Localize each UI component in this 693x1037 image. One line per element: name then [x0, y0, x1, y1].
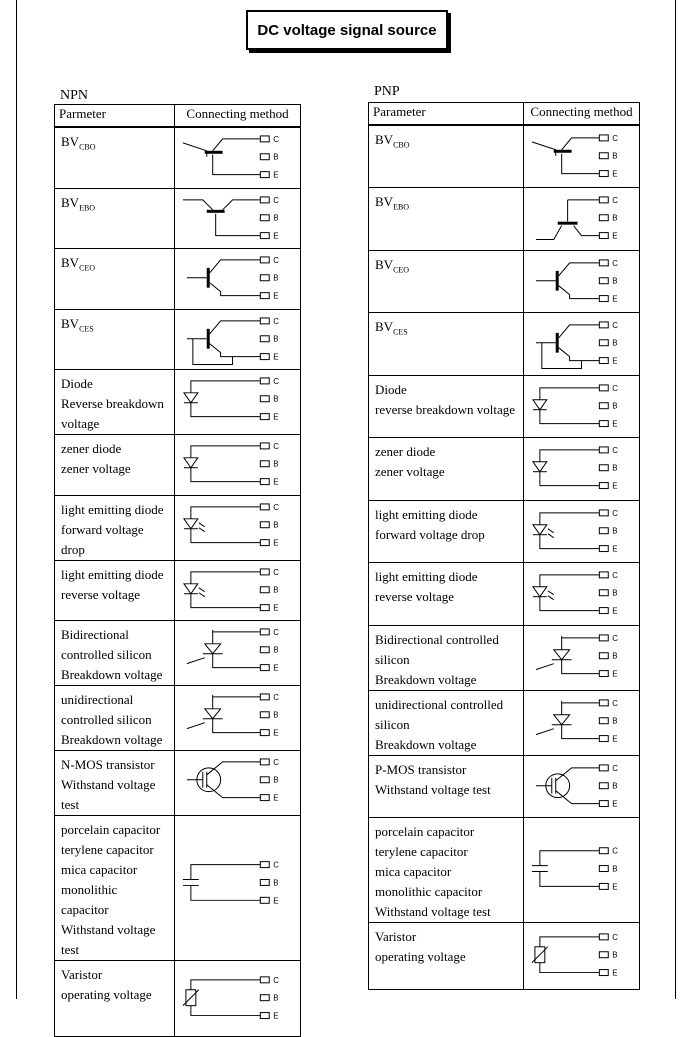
param-text-line: Bidirectional — [61, 627, 129, 643]
terminal-e: E — [612, 356, 618, 366]
npn-param-varistor — [55, 961, 175, 1037]
terminal-c: C — [612, 133, 618, 143]
pnp-param-varistor — [369, 923, 524, 989]
pnp-ces-icon — [524, 313, 639, 374]
led-icon — [175, 496, 300, 556]
diode-icon — [175, 370, 300, 430]
npn-ces-icon — [175, 310, 300, 370]
terminal-e: E — [273, 231, 279, 241]
npn-param-bvces — [55, 309, 175, 370]
terminal-e: E — [612, 882, 618, 892]
param-text-line: light emitting diode — [61, 566, 164, 582]
terminal-b: B — [612, 781, 618, 791]
pnp-method-bvces — [524, 313, 640, 375]
npn-method-nmos — [175, 751, 301, 816]
pnp-method-bvceo — [524, 250, 640, 312]
terminal-c: C — [612, 446, 618, 456]
npn-row-diode — [55, 370, 301, 435]
param-text-line: Varistor — [375, 929, 417, 945]
terminal-b: B — [612, 716, 618, 726]
terminal-c: C — [273, 316, 279, 326]
terminal-b: B — [612, 463, 618, 473]
pnp-param-bvebo — [369, 188, 524, 250]
terminal-c: C — [612, 698, 618, 708]
param-subscript: CEO — [393, 265, 410, 275]
npn-cb-icon — [175, 128, 300, 188]
npn-row-zener — [55, 435, 301, 496]
capacitor-icon — [524, 818, 639, 921]
npn-param-triac — [55, 621, 175, 686]
param-text-line: $BV_{CBO}$ — [61, 134, 96, 152]
pnp-row-bvebo — [369, 188, 640, 250]
terminal-c: C — [273, 627, 279, 637]
pnp-param-zener — [369, 438, 524, 500]
npn-method-bvebo — [175, 188, 301, 249]
param-text-line: $BV_{CBO}$ — [375, 132, 410, 150]
param-text-line: Diode — [375, 381, 407, 397]
pnp-row-led-rev — [369, 563, 640, 625]
terminal-b: B — [273, 585, 279, 595]
npn-col-method-header: Connecting method — [175, 105, 301, 128]
param-text-line: Breakdown voltage — [375, 671, 477, 687]
pnp-method-led-rev — [524, 563, 640, 625]
npn-row-scr — [55, 686, 301, 751]
npn-row-bvces — [55, 309, 301, 370]
npn-table — [54, 104, 301, 1037]
triac-icon — [524, 626, 639, 687]
pnp-row-diode — [369, 375, 640, 437]
npn-param-bvebo — [55, 188, 175, 249]
pnp-param-cap — [369, 818, 524, 923]
param-text-line: terylene capacitor — [61, 842, 154, 858]
terminal-e: E — [612, 669, 618, 679]
terminal-c: C — [612, 508, 618, 518]
npn-param-scr — [55, 686, 175, 751]
pnp-param-pmos — [369, 755, 524, 817]
npn-param-diode — [55, 370, 175, 435]
param-text-line: Bidirectional controlled — [375, 631, 499, 647]
terminal-c: C — [273, 134, 279, 144]
pnp-param-diode — [369, 375, 524, 437]
pnp-method-diode — [524, 375, 640, 437]
npn-param-zener — [55, 435, 175, 496]
param-text-line: porcelain capacitor — [375, 824, 475, 840]
terminal-b: B — [273, 459, 279, 469]
pnp-row-led-fwd — [369, 500, 640, 562]
terminal-b: B — [273, 152, 279, 162]
pmos-icon — [524, 756, 639, 817]
param-text-line: Withstand voltage test — [375, 904, 491, 920]
npn-method-scr — [175, 686, 301, 751]
param-text-line: Breakdown voltage — [375, 736, 477, 752]
terminal-b: B — [612, 651, 618, 661]
npn-row-triac — [55, 621, 301, 686]
param-subscript: EBO — [393, 203, 410, 213]
terminal-b: B — [612, 588, 618, 598]
param-text-line: unidirectional — [61, 692, 134, 708]
terminal-e: E — [612, 481, 618, 491]
terminal-e: E — [273, 1011, 279, 1021]
npn-section-label: NPN — [60, 88, 89, 103]
npn-param-led-fwd — [55, 495, 175, 560]
param-text-line: $BV_{CEO}$ — [375, 256, 410, 275]
terminal-e: E — [273, 663, 279, 673]
terminal-e: E — [612, 544, 618, 554]
terminal-c: C — [273, 975, 279, 985]
terminal-b: B — [273, 213, 279, 223]
pnp-row-bvces — [369, 313, 640, 375]
pnp-method-varistor — [524, 923, 640, 989]
pnp-method-cap — [524, 818, 640, 923]
terminal-b: B — [612, 401, 618, 411]
led-icon — [524, 501, 639, 562]
terminal-e: E — [612, 606, 618, 616]
param-text-line: Diode — [61, 376, 93, 392]
npn-row-led-fwd — [55, 495, 301, 560]
pnp-row-triac — [369, 625, 640, 690]
param-subscript: CES — [79, 324, 94, 334]
pnp-row-bvceo — [369, 250, 640, 312]
terminal-c: C — [612, 196, 618, 206]
pnp-param-bvcbo — [369, 125, 524, 188]
param-text-line: zener voltage — [61, 461, 131, 477]
param-subscript: CBO — [393, 140, 410, 150]
terminal-b: B — [612, 864, 618, 874]
pnp-method-triac — [524, 625, 640, 690]
param-text-line: forward voltage drop — [375, 526, 485, 542]
terminal-c: C — [612, 846, 618, 856]
param-text-line: $BV_{CES}$ — [375, 319, 408, 337]
param-text-line: reverse voltage — [61, 586, 141, 602]
param-text-line: drop — [61, 541, 85, 557]
param-text-line: $BV_{CEO}$ — [61, 255, 96, 273]
npn-param-cap — [55, 816, 175, 961]
terminal-e: E — [273, 793, 279, 803]
terminal-b: B — [273, 775, 279, 785]
npn-param-nmos — [55, 751, 175, 816]
param-text-line: Breakdown voltage — [61, 667, 163, 683]
pnp-col-param-header: Parameter — [369, 103, 524, 126]
terminal-e: E — [612, 734, 618, 744]
param-text-line: capacitor — [61, 902, 109, 918]
param-text-line: silicon — [375, 651, 410, 667]
pnp-method-bvcbo — [524, 125, 640, 188]
npn-header-row — [55, 105, 301, 128]
terminal-e: E — [273, 352, 279, 362]
diode-icon — [524, 376, 639, 437]
pnp-param-bvceo — [369, 250, 524, 312]
terminal-c: C — [273, 441, 279, 451]
terminal-c: C — [273, 567, 279, 577]
npn-row-bvcbo — [55, 127, 301, 188]
terminal-b: B — [273, 710, 279, 720]
npn-method-bvcbo — [175, 127, 301, 188]
param-text-line: mica capacitor — [375, 864, 452, 880]
pnp-method-led-fwd — [524, 500, 640, 562]
pnp-col-method-header: Connecting method — [524, 103, 640, 126]
param-subscript: CEO — [79, 263, 96, 273]
param-text-line: voltage — [61, 416, 100, 432]
npn-param-bvceo — [55, 249, 175, 310]
param-text-line: Withstand voltage — [61, 777, 156, 793]
terminal-b: B — [612, 214, 618, 224]
npn-row-nmos — [55, 751, 301, 816]
varistor-icon — [175, 961, 300, 1036]
terminal-c: C — [612, 383, 618, 393]
param-text-line: porcelain capacitor — [61, 822, 161, 838]
npn-param-bvcbo — [55, 127, 175, 188]
varistor-icon — [524, 923, 639, 988]
param-text-line: terylene capacitor — [375, 844, 468, 860]
npn-method-bvces — [175, 309, 301, 370]
page-title: DC voltage signal source — [246, 10, 448, 50]
npn-method-cap — [175, 816, 301, 961]
pnp-row-bvcbo — [369, 125, 640, 188]
terminal-c: C — [612, 633, 618, 643]
param-text-line: zener voltage — [375, 464, 445, 480]
param-text-line: Withstand voltage test — [375, 781, 491, 797]
param-text-line: P-MOS transistor — [375, 761, 467, 777]
npn-method-zener — [175, 435, 301, 496]
param-text-line: test — [61, 797, 80, 813]
pnp-row-varistor — [369, 923, 640, 989]
param-text-line: $BV_{CES}$ — [61, 315, 94, 334]
pnp-table — [368, 102, 640, 990]
terminal-b: B — [273, 394, 279, 404]
terminal-c: C — [612, 932, 618, 942]
pnp-method-bvebo — [524, 188, 640, 250]
terminal-c: C — [273, 692, 279, 702]
terminal-e: E — [273, 538, 279, 548]
zener-icon — [524, 438, 639, 499]
terminal-b: B — [273, 273, 279, 283]
pnp-ce-icon — [524, 251, 639, 312]
scr-icon — [524, 691, 639, 752]
terminal-c: C — [273, 195, 279, 205]
param-text-line: light emitting diode — [375, 569, 478, 585]
pnp-method-pmos — [524, 755, 640, 817]
npn-method-led-rev — [175, 560, 301, 621]
pnp-row-pmos — [369, 755, 640, 817]
param-text-line: zener diode — [375, 444, 436, 460]
pnp-cb-icon — [524, 126, 639, 187]
param-text-line: Reverse breakdown — [61, 396, 164, 412]
param-text-line: Withstand voltage — [61, 922, 156, 938]
nmos-icon — [175, 751, 300, 811]
param-text-line: silicon — [375, 716, 410, 732]
terminal-e: E — [612, 232, 618, 242]
param-text-line: controlled silicon — [61, 647, 152, 663]
param-text-line: N-MOS transistor — [61, 757, 155, 773]
led-icon — [524, 563, 639, 624]
npn-eb-icon — [175, 189, 300, 249]
terminal-e: E — [273, 896, 279, 906]
pnp-header-row — [369, 103, 640, 126]
npn-ce-icon — [175, 249, 300, 309]
terminal-c: C — [273, 757, 279, 767]
param-text-line: reverse voltage — [375, 589, 455, 605]
param-text-line: $BV_{EBO}$ — [61, 194, 96, 213]
capacitor-icon — [175, 816, 300, 951]
pnp-method-scr — [524, 690, 640, 755]
param-text-line: Varistor — [61, 967, 103, 983]
pnp-row-zener — [369, 438, 640, 500]
terminal-c: C — [612, 571, 618, 581]
terminal-b: B — [273, 520, 279, 530]
npn-col-param-header: Parmeter — [55, 105, 175, 128]
pnp-section-label: PNP — [374, 84, 400, 99]
pnp-method-zener — [524, 438, 640, 500]
npn-method-varistor — [175, 961, 301, 1037]
param-text-line: operating voltage — [61, 987, 152, 1003]
param-text-line: light emitting diode — [61, 501, 164, 517]
terminal-b: B — [612, 151, 618, 161]
npn-param-led-rev — [55, 560, 175, 621]
pnp-row-scr — [369, 690, 640, 755]
terminal-b: B — [273, 878, 279, 888]
terminal-b: B — [612, 950, 618, 960]
triac-icon — [175, 621, 300, 681]
terminal-b: B — [612, 276, 618, 286]
param-text-line: forward voltage — [61, 521, 144, 537]
param-text-line: test — [61, 942, 80, 958]
pnp-eb-icon — [524, 188, 639, 249]
zener-icon — [175, 435, 300, 495]
npn-row-led-rev — [55, 560, 301, 621]
terminal-b: B — [612, 339, 618, 349]
terminal-c: C — [273, 376, 279, 386]
pnp-param-scr — [369, 690, 524, 755]
param-text-line: reverse breakdown voltage — [375, 401, 516, 417]
terminal-e: E — [273, 412, 279, 422]
npn-row-cap — [55, 816, 301, 961]
terminal-c: C — [273, 502, 279, 512]
npn-method-triac — [175, 621, 301, 686]
pnp-row-cap — [369, 818, 640, 923]
terminal-e: E — [273, 291, 279, 301]
terminal-b: B — [273, 645, 279, 655]
terminal-e: E — [273, 170, 279, 180]
param-text-line: unidirectional controlled — [375, 696, 504, 712]
terminal-e: E — [612, 968, 618, 978]
terminal-c: C — [612, 321, 618, 331]
terminal-e: E — [612, 169, 618, 179]
npn-method-diode — [175, 370, 301, 435]
param-text-line: $BV_{EBO}$ — [375, 194, 410, 213]
npn-method-led-fwd — [175, 495, 301, 560]
param-subscript: EBO — [79, 203, 96, 213]
npn-row-bvceo — [55, 249, 301, 310]
terminal-e: E — [273, 728, 279, 738]
terminal-b: B — [273, 993, 279, 1003]
param-text-line: controlled silicon — [61, 712, 152, 728]
pnp-param-led-rev — [369, 563, 524, 625]
param-text-line: operating voltage — [375, 949, 466, 965]
param-text-line: monolithic — [61, 882, 118, 898]
led-icon — [175, 561, 300, 621]
npn-row-varistor — [55, 961, 301, 1037]
param-text-line: zener diode — [61, 441, 122, 457]
terminal-c: C — [612, 763, 618, 773]
terminal-b: B — [273, 334, 279, 344]
terminal-c: C — [273, 860, 279, 870]
param-subscript: CES — [393, 327, 408, 337]
terminal-e: E — [612, 799, 618, 809]
terminal-c: C — [273, 255, 279, 265]
terminal-e: E — [273, 477, 279, 487]
param-text-line: Breakdown voltage — [61, 732, 163, 748]
terminal-e: E — [612, 294, 618, 304]
terminal-b: B — [612, 526, 618, 536]
npn-method-bvceo — [175, 249, 301, 310]
pnp-param-led-fwd — [369, 500, 524, 562]
terminal-c: C — [612, 258, 618, 268]
param-text-line: monolithic capacitor — [375, 884, 483, 900]
scr-icon — [175, 686, 300, 746]
terminal-e: E — [612, 419, 618, 429]
terminal-e: E — [273, 603, 279, 613]
param-text-line: mica capacitor — [61, 862, 138, 878]
param-text-line: light emitting diode — [375, 506, 478, 522]
npn-row-bvebo — [55, 188, 301, 249]
param-subscript: CBO — [79, 142, 96, 152]
pnp-param-bvces — [369, 313, 524, 375]
pnp-param-triac — [369, 625, 524, 690]
